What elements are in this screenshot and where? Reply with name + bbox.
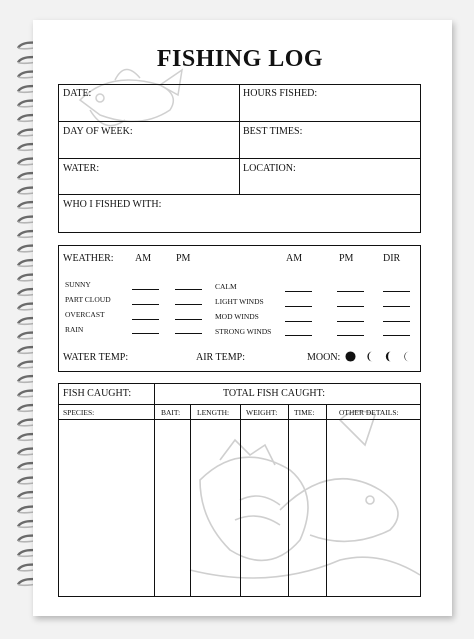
weather-row-part-cloud: PART CLOUD (65, 295, 111, 304)
column-header-bait: BAIT: (161, 408, 181, 417)
calm-am-blank[interactable] (285, 291, 312, 292)
overcast-am-blank[interactable] (132, 319, 159, 320)
divider (58, 404, 420, 405)
column-header-weight: WEIGHT: (246, 408, 278, 417)
calm-dir-blank[interactable] (383, 291, 410, 292)
light-dir-blank[interactable] (383, 306, 410, 307)
weather-row-sunny: SUNNY (65, 280, 91, 289)
weather-label: WEATHER: (63, 253, 114, 264)
moon-crescent-icon[interactable] (366, 351, 377, 362)
divider (154, 383, 155, 596)
calm-pm-blank[interactable] (337, 291, 364, 292)
column-header-species: SPECIES: (63, 408, 95, 417)
air-temp-field[interactable]: AIR TEMP: (196, 352, 245, 363)
divider (58, 158, 420, 159)
strong-dir-blank[interactable] (383, 335, 410, 336)
wind-am-header: AM (286, 253, 303, 264)
sunny-pm-blank[interactable] (175, 289, 202, 290)
fish-caught-field[interactable]: FISH CAUGHT: (63, 388, 132, 399)
partcloud-pm-blank[interactable] (175, 304, 202, 305)
day-of-week-field[interactable]: DAY OF WEEK: (63, 126, 133, 137)
weather-row-rain: RAIN (65, 325, 84, 334)
divider (58, 419, 420, 420)
best-times-field[interactable]: BEST TIMES: (243, 126, 303, 137)
strong-am-blank[interactable] (285, 335, 312, 336)
light-am-blank[interactable] (285, 306, 312, 307)
moon-quarter-icon[interactable] (384, 351, 395, 362)
column-header-length: LENGTH: (197, 408, 230, 417)
page-title: FISHING LOG (156, 46, 324, 72)
light-pm-blank[interactable] (337, 306, 364, 307)
partcloud-am-blank[interactable] (132, 304, 159, 305)
weather-row-overcast: OVERCAST (65, 310, 105, 319)
location-field[interactable]: LOCATION: (243, 163, 296, 174)
divider (58, 121, 420, 122)
strong-pm-blank[interactable] (337, 335, 364, 336)
divider (190, 404, 191, 596)
moon-full-icon[interactable] (345, 351, 356, 362)
sunny-am-blank[interactable] (132, 289, 159, 290)
wind-pm-header: PM (339, 253, 354, 264)
column-header-other-details: OTHER DETAILS: (339, 408, 399, 417)
divider (326, 404, 327, 596)
wind-row-strong: STRONG WINDS (215, 327, 272, 336)
moon-label: MOON: (307, 352, 341, 363)
water-temp-field[interactable]: WATER TEMP: (63, 352, 129, 363)
wind-dir-header: DIR (383, 253, 401, 264)
hours-fished-field[interactable]: HOURS FISHED: (243, 88, 318, 99)
wind-row-calm: CALM (215, 282, 237, 291)
divider (288, 404, 289, 596)
water-field[interactable]: WATER: (63, 163, 100, 174)
moon-thin-crescent-icon[interactable] (402, 351, 413, 362)
divider (58, 194, 420, 195)
rain-am-blank[interactable] (132, 333, 159, 334)
rain-pm-blank[interactable] (175, 333, 202, 334)
mod-am-blank[interactable] (285, 321, 312, 322)
wind-row-light: LIGHT WINDS (215, 297, 264, 306)
total-fish-caught-field[interactable]: TOTAL FISH CAUGHT: (223, 388, 326, 399)
mod-dir-blank[interactable] (383, 321, 410, 322)
column-header-time: TIME: (294, 408, 315, 417)
mod-pm-blank[interactable] (337, 321, 364, 322)
date-field[interactable]: DATE: (63, 88, 92, 99)
who-fished-with-field[interactable]: WHO I FISHED WITH: (63, 199, 162, 210)
weather-pm-header: PM (176, 253, 191, 264)
weather-am-header: AM (135, 253, 152, 264)
overcast-pm-blank[interactable] (175, 319, 202, 320)
wind-row-moderate: MOD WINDS (215, 312, 259, 321)
divider (240, 404, 241, 596)
divider (239, 84, 240, 194)
